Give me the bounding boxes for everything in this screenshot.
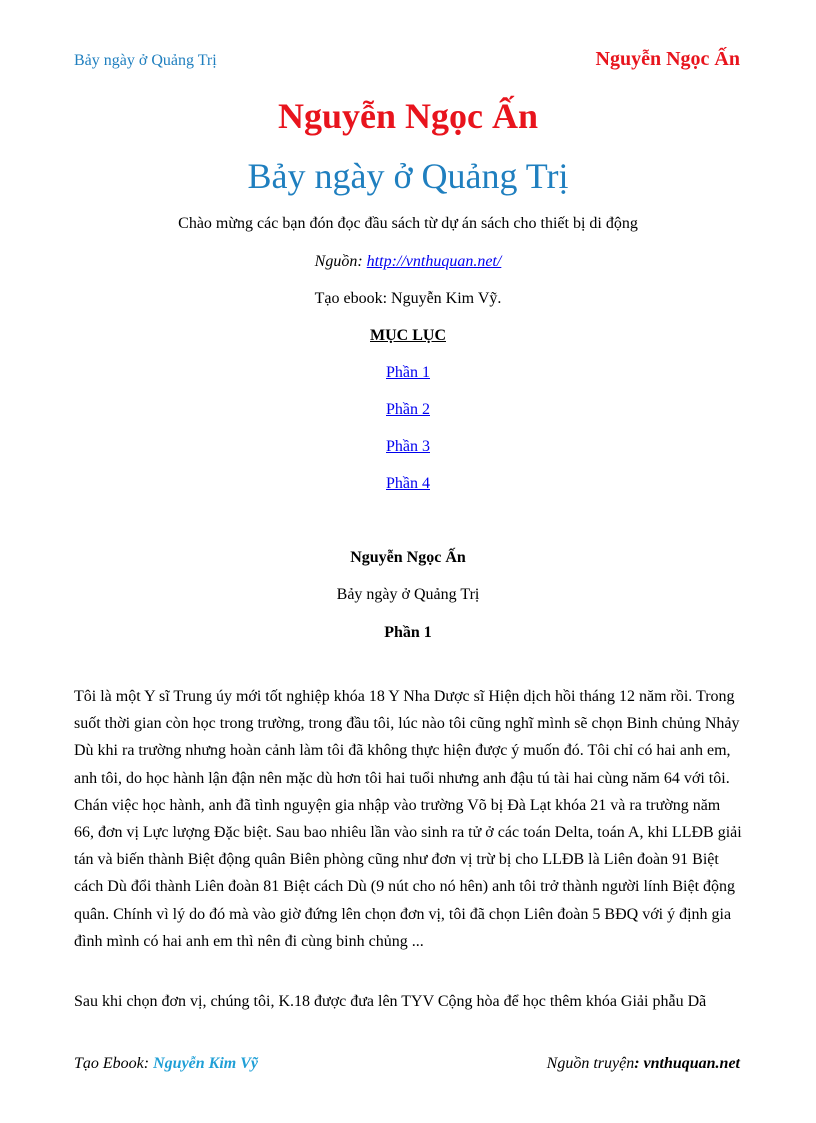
footer-source-credit [547,1055,740,1073]
toc-link-part-4[interactable]: Phần 4 [386,475,430,492]
page-footer [74,1055,740,1077]
header-author-name: Nguyễn Ngọc Ấn [595,48,740,70]
section-author: Nguyễn Ngọc Ấn [350,549,466,566]
footer-ebook-sep: : [143,1055,154,1072]
source-line [0,253,816,271]
footer-ebook-credit [74,1055,258,1073]
body-paragraph-1: Tôi là một Y sĩ Trung úy mới tốt nghiệp khóa 18 Y Nha Dược sĩ Hiện dịch hồi tháng 12 năm rồi. Trong suốt thời gian còn học trong trường, trong đầu tôi, lúc nào tôi cũng nghĩ mình sẽ chọn Binh chủng Nhảy Dù khi ra trường nhưng hoàn cảnh làm tôi đã không thực hiện được ý muốn đó. Tôi chỉ có hai anh em, anh tôi, do học hành lận đận nên mặc dù hơn tôi hai tuổi nhưng anh đậu tú tài hai cùng năm 64 với tôi. Chán việc học hành, anh đã tình nguyện gia nhập vào trường Võ bị Đà Lạt khóa 21 và ra trường năm 66, đơn vị Lực lượng Đặc biệt. Sau bao nhiêu lần vào sinh ra tử ở các toán Delta, toán A, khi LLĐB giải tán và biến thành Biệt động quân Biên phòng cũng như đơn vị trừ bị cho LLĐB là Liên đoàn 91 Biệt cách Dù đổi thành Liên đoàn 81 Biệt cách Dù (9 nút cho nó hên) anh tôi trở thành người lính Biệt động quân. Chính vì lý do đó mà vào giờ đứng lên chọn đơn vị, tôi đã chọn Liên đoàn 5 BĐQ với ý định gia đình mình có hai anh em thì nên đi cùng binh chủng ... [74,688,742,950]
toc-link-part-1[interactable]: Phần 1 [386,364,430,381]
ebook-creator: Tạo ebook: Nguyễn Kim Vỹ. [314,290,502,307]
section-book-title: Bảy ngày ở Quảng Trị [336,586,480,603]
author-title: Nguyễn Ngọc Ấn [277,96,538,136]
footer-source-label: Nguồn truyện [546,1055,635,1072]
footer-source-sep: : [634,1055,644,1072]
section-part-heading: Phần 1 [384,624,432,641]
footer-ebook-name: Nguyễn Kim Vỹ [153,1055,258,1072]
body-paragraph-2: Sau khi chọn đơn vị, chúng tôi, K.18 được đưa lên TYV Cộng hòa để học thêm khóa Giải phẫu Dã [74,993,707,1010]
footer-source-name: vnthuquan.net [643,1055,740,1072]
welcome-text: Chào mừng các bạn đón đọc đầu sách từ dự án sách cho thiết bị di động [178,215,638,232]
toc-link-part-3[interactable]: Phần 3 [386,438,430,455]
source-link[interactable]: http://vnthuquan.net/ [366,253,502,270]
toc-title: MỤC LỤC [370,327,446,344]
book-title: Bảy ngày ở Quảng Trị [247,156,569,196]
toc-link-part-2[interactable]: Phần 2 [386,401,430,418]
page-header [74,48,740,76]
header-book-title: Bảy ngày ở Quảng Trị [74,52,217,69]
source-label: Nguồn: [314,253,367,270]
footer-ebook-label: Tạo Ebook [74,1055,144,1072]
